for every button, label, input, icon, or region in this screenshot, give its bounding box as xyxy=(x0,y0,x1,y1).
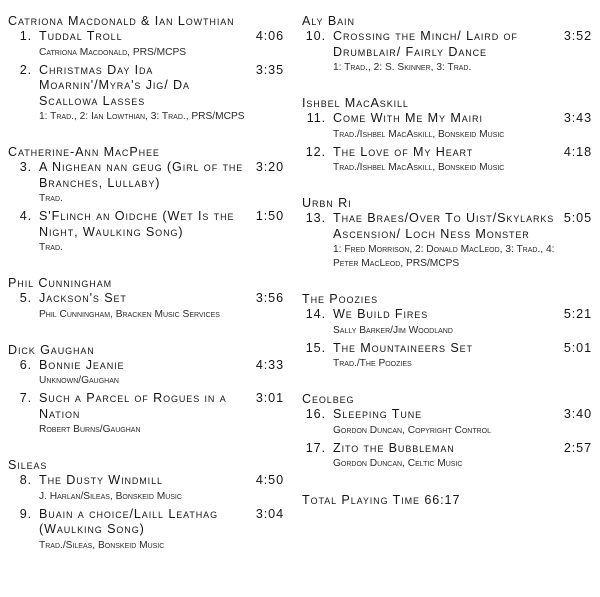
track-row xyxy=(8,358,284,389)
track-title: Such a Parcel of Rogues in a Nation xyxy=(39,391,227,421)
track-time: 3:56 xyxy=(255,291,284,305)
track-title: The Mountaineers Set xyxy=(333,340,473,355)
track-time: 5:05 xyxy=(563,211,592,225)
track-time: 3:20 xyxy=(255,160,284,174)
track-row xyxy=(8,160,284,206)
artist-heading: Phil Cunningham xyxy=(8,276,112,290)
track-credit: Robert Burns/Gaughan xyxy=(39,424,141,435)
track-info xyxy=(32,291,252,322)
track-row xyxy=(8,209,284,255)
track-time: 3:43 xyxy=(563,111,592,125)
track-list-right-column xyxy=(302,14,592,508)
track-title: Christmas Day Ida Moarnin'/Myra's Jig/ Da Scallowa Lasses xyxy=(39,62,190,108)
track-time: 4:50 xyxy=(255,473,284,487)
track-row xyxy=(302,341,592,372)
track-time: 3:40 xyxy=(563,407,592,421)
track-info xyxy=(32,160,252,206)
track-title: Zito the Bubbleman xyxy=(333,440,455,455)
track-title: Tuddal Troll xyxy=(39,29,123,43)
track-title: The Dusty Windmill xyxy=(39,473,163,487)
track-time: 3:04 xyxy=(255,506,284,521)
track-number: 6. xyxy=(19,357,32,372)
track-time: 5:21 xyxy=(563,307,592,321)
track-info xyxy=(326,407,560,438)
track-time: 5:01 xyxy=(563,340,592,355)
track-info xyxy=(326,341,560,372)
track-time: 4:06 xyxy=(255,29,284,43)
track-number: 3. xyxy=(19,160,32,174)
track-title: Crossing the Minch/ Laird of Drumblair/ Fairly Dance xyxy=(333,29,518,59)
track-time: 1:50 xyxy=(255,209,284,223)
track-number: 12. xyxy=(305,144,326,159)
track-info xyxy=(326,145,560,176)
track-title: Jackson's Set xyxy=(39,291,127,305)
track-info xyxy=(32,473,252,504)
track-number: 2. xyxy=(19,62,32,77)
track-list-left-column xyxy=(8,14,284,553)
artist-heading: Ishbel MacAskill xyxy=(302,96,409,110)
total-playing-time: Total Playing Time 66:17 xyxy=(302,493,461,507)
track-credit: Trad. xyxy=(39,242,63,253)
track-time: 3:52 xyxy=(563,29,592,43)
track-credit: J. Harlan/Sileas, Bonskeid Music xyxy=(39,490,182,502)
track-number: 13. xyxy=(305,211,326,225)
track-credit: 1: Trad., 2: S. Skinner, 3: Trad. xyxy=(333,62,472,73)
track-title: Thae Braes/Over To Uist/Skylarks Ascension/ Loch Ness Monster xyxy=(333,211,555,241)
track-time: 4:33 xyxy=(255,357,284,372)
track-number: 11. xyxy=(306,111,326,125)
track-title: We Build Fires xyxy=(333,307,429,321)
track-credit: Gordon Duncan, Copyright Control xyxy=(333,424,491,436)
artist-heading: Catherine-Ann MacPhee xyxy=(8,145,160,159)
track-row xyxy=(302,307,592,338)
track-row xyxy=(8,63,284,125)
track-info xyxy=(32,209,252,255)
track-number: 7. xyxy=(19,391,32,405)
artist-heading: Ceolbeg xyxy=(302,392,355,406)
track-number: 10. xyxy=(305,29,326,43)
artist-heading: The Poozies xyxy=(302,292,378,306)
track-info xyxy=(32,63,252,125)
track-row xyxy=(302,407,592,438)
track-number: 8. xyxy=(19,473,32,487)
track-title: Buain a choice/Laill Leathag (Waulking Song) xyxy=(39,506,218,536)
track-info xyxy=(32,391,252,437)
track-number: 5. xyxy=(19,291,32,305)
track-credit: Phil Cunningham, Bracken Music Services xyxy=(39,308,220,320)
track-title: Bonnie Jeanie xyxy=(39,357,125,372)
track-info xyxy=(32,507,252,553)
track-time: 4:18 xyxy=(563,144,592,159)
track-row xyxy=(8,391,284,437)
track-credit: Sally Barker/Jim Woodland xyxy=(333,324,453,336)
track-info xyxy=(326,211,560,271)
artist-heading: Catriona Macdonald & Ian Lowthian xyxy=(8,14,235,28)
track-title: The Love of My Heart xyxy=(333,144,474,159)
track-title: A Nighean nan geug (Girl of the Branches, Lullaby) xyxy=(39,160,244,190)
track-number: 4. xyxy=(19,209,32,223)
track-row xyxy=(8,473,284,504)
track-row xyxy=(8,29,284,60)
track-info xyxy=(326,441,560,472)
track-title: S'Flinch an Oidche (Wet Is the Night, Waulking Song) xyxy=(39,209,235,239)
track-info xyxy=(326,111,560,142)
track-row xyxy=(302,29,592,75)
track-number: 15. xyxy=(305,340,326,355)
track-info xyxy=(326,307,560,338)
track-number: 1. xyxy=(19,29,32,43)
track-title: Sleeping Tune xyxy=(333,407,423,421)
artist-heading: Dick Gaughan xyxy=(8,342,95,357)
track-credit: Unknown/Gaughan xyxy=(39,375,119,386)
track-credit: Trad./Sileas, Bonskeid Music xyxy=(39,539,165,551)
track-number: 9. xyxy=(19,506,32,521)
track-row xyxy=(8,291,284,322)
track-credit: Trad. xyxy=(39,193,63,204)
track-credit: Trad./Ishbel MacAskill, Bonskeid Music xyxy=(333,128,505,140)
track-time: 2:57 xyxy=(563,440,592,455)
track-info xyxy=(32,29,252,60)
track-credit: Gordon Duncan, Celtic Music xyxy=(333,458,463,469)
track-row xyxy=(302,111,592,142)
track-credit: Trad./Ishbel MacAskill, Bonskeid Music xyxy=(333,162,505,173)
track-time: 3:35 xyxy=(255,62,284,77)
track-title: Come With Me My Mairi xyxy=(333,111,483,125)
track-number: 16. xyxy=(305,407,326,421)
track-info xyxy=(32,358,252,389)
track-credit: Trad./The Poozies xyxy=(333,358,412,369)
track-row xyxy=(302,145,592,176)
track-time: 3:01 xyxy=(255,391,284,405)
track-info xyxy=(326,29,560,75)
track-row xyxy=(302,211,592,271)
artist-heading: Urbn Ri xyxy=(302,196,352,210)
track-credit: 1: Trad., 2: Ian Lowthian, 3: Trad., PRS/MCPS xyxy=(39,111,245,122)
track-credit: Catriona Macdonald, PRS/MCPS xyxy=(39,46,187,58)
track-credit: 1: Fred Morrison, 2: Donald MacLeod, 3: Trad., 4: Peter MacLeod, PRS/MCPS xyxy=(333,244,555,269)
track-row xyxy=(8,507,284,553)
track-row xyxy=(302,441,592,472)
artist-heading: Aly Bain xyxy=(302,14,355,28)
track-number: 17. xyxy=(305,440,326,455)
track-number: 14. xyxy=(305,307,326,321)
artist-heading: Sileas xyxy=(8,458,48,472)
